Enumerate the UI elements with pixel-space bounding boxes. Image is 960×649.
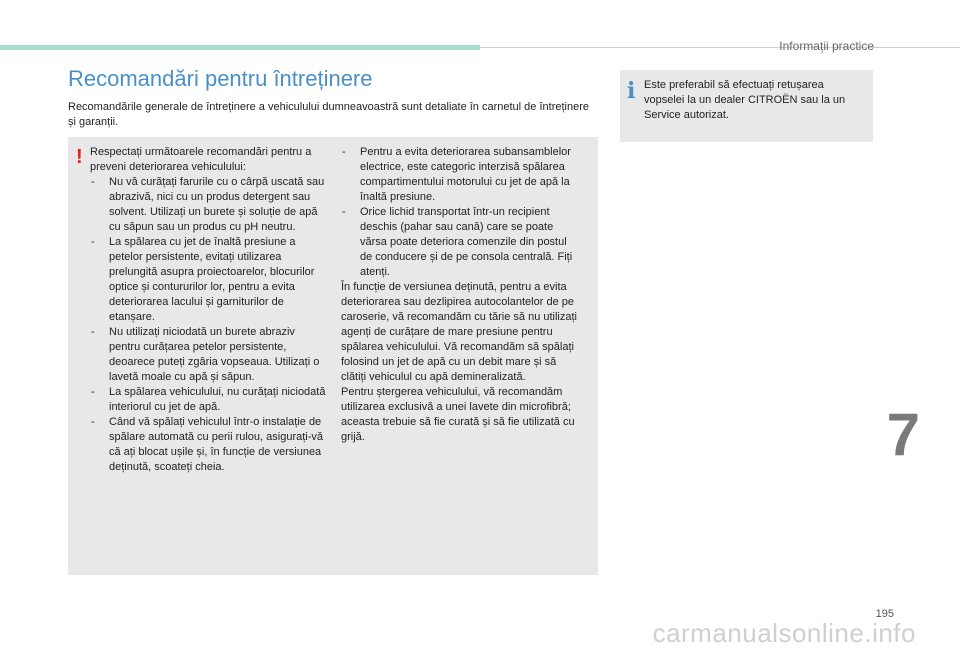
warning-left-list — [90, 175, 328, 475]
list-item: - La spălarea vehiculului, nu curățați niciodată interiorul cu jet de apă. — [90, 385, 328, 415]
watermark-text: carmanualsonline.info — [652, 618, 916, 648]
section-label: Informații practice — [779, 39, 874, 53]
warning-paragraph-wiping: Pentru ștergerea vehiculului, vă recomandăm utilizarea exclusivă a unei lavete din microfibră; aceasta trebuie să fie curată și să fie utilizată cu grijă. — [341, 386, 575, 443]
warning-exclamation-icon: ! — [76, 146, 83, 168]
list-item: - Când vă spălați vehiculul într-o instalație de spălare automată cu perii rulou, asigurați-vă că ați blocat ușile și, în funcție de versiunea deținută, scoateți cheia. — [90, 415, 328, 475]
page-number: 195 — [875, 608, 894, 620]
warning-box — [68, 137, 598, 575]
list-item: - La spălarea cu jet de înaltă presiune a petelor persistente, evitați utilizarea prelungită asupra proiectoarelor, blocurilor optice și contururilor lor, pentru a evita deteriorarea lacului și garniturilor de etanșare. — [90, 235, 328, 325]
page-title: Recomandări pentru întreținere — [68, 66, 373, 91]
warning-left-column — [90, 145, 328, 475]
warning-lead: Respectați următoarele recomandări pentru a preveni deteriorarea vehiculului: — [90, 146, 312, 173]
header-accent-bar — [0, 45, 480, 50]
list-item: - Nu utilizați niciodată un burete abraziv pentru curățarea petelor persistente, deoarece puteți zgâria vopseaua. Utilizați o lavetă moale cu apă și săpun. — [90, 325, 328, 385]
info-icon: i — [627, 78, 636, 104]
list-item: - Orice lichid transportat într-un recipient deschis (pahar sau cană) care se poate vărsa poate deteriora comenzile din postul de conducere și de pe consola centrală. Fiți atenți. — [341, 205, 581, 280]
info-text: Este preferabil să efectuați retușarea vopselei la un dealer CITROËN sau la un Service autorizat. — [644, 79, 846, 121]
warning-right-list — [341, 145, 581, 280]
header-divider — [480, 47, 960, 48]
warning-paragraph-stickers: În funcție de versiunea deținută, pentru a evita deteriorarea sau dezlipirea autocolantelor de pe caroserie, vă recomandăm cu tărie să nu utilizați agenți de curățare de mare presiune pentru spălarea vehiculului. Vă recomandăm să spălați folosind un jet de apă cu un debit mare și să clătiți vehiculul cu apă demineralizată. — [341, 281, 577, 383]
warning-right-column — [341, 145, 581, 445]
intro-paragraph: Recomandările generale de întreținere a vehiculului dumneavoastră sunt detaliate în carnetul de întreținere și garanții. — [68, 101, 589, 128]
info-box — [620, 70, 873, 142]
chapter-number: 7 — [886, 401, 920, 468]
list-item: - Pentru a evita deteriorarea subansamblelor electrice, este categoric interzisă spălarea compartimentului motorului cu jet de apă la înaltă presiune. — [341, 145, 581, 205]
list-item: - Nu vă curățați farurile cu o cârpă uscată sau abrazivă, nici cu un produs detergent sau solvent. Utilizați un burete și soluție de apă cu săpun sau un produs cu pH neutru. — [90, 175, 328, 235]
